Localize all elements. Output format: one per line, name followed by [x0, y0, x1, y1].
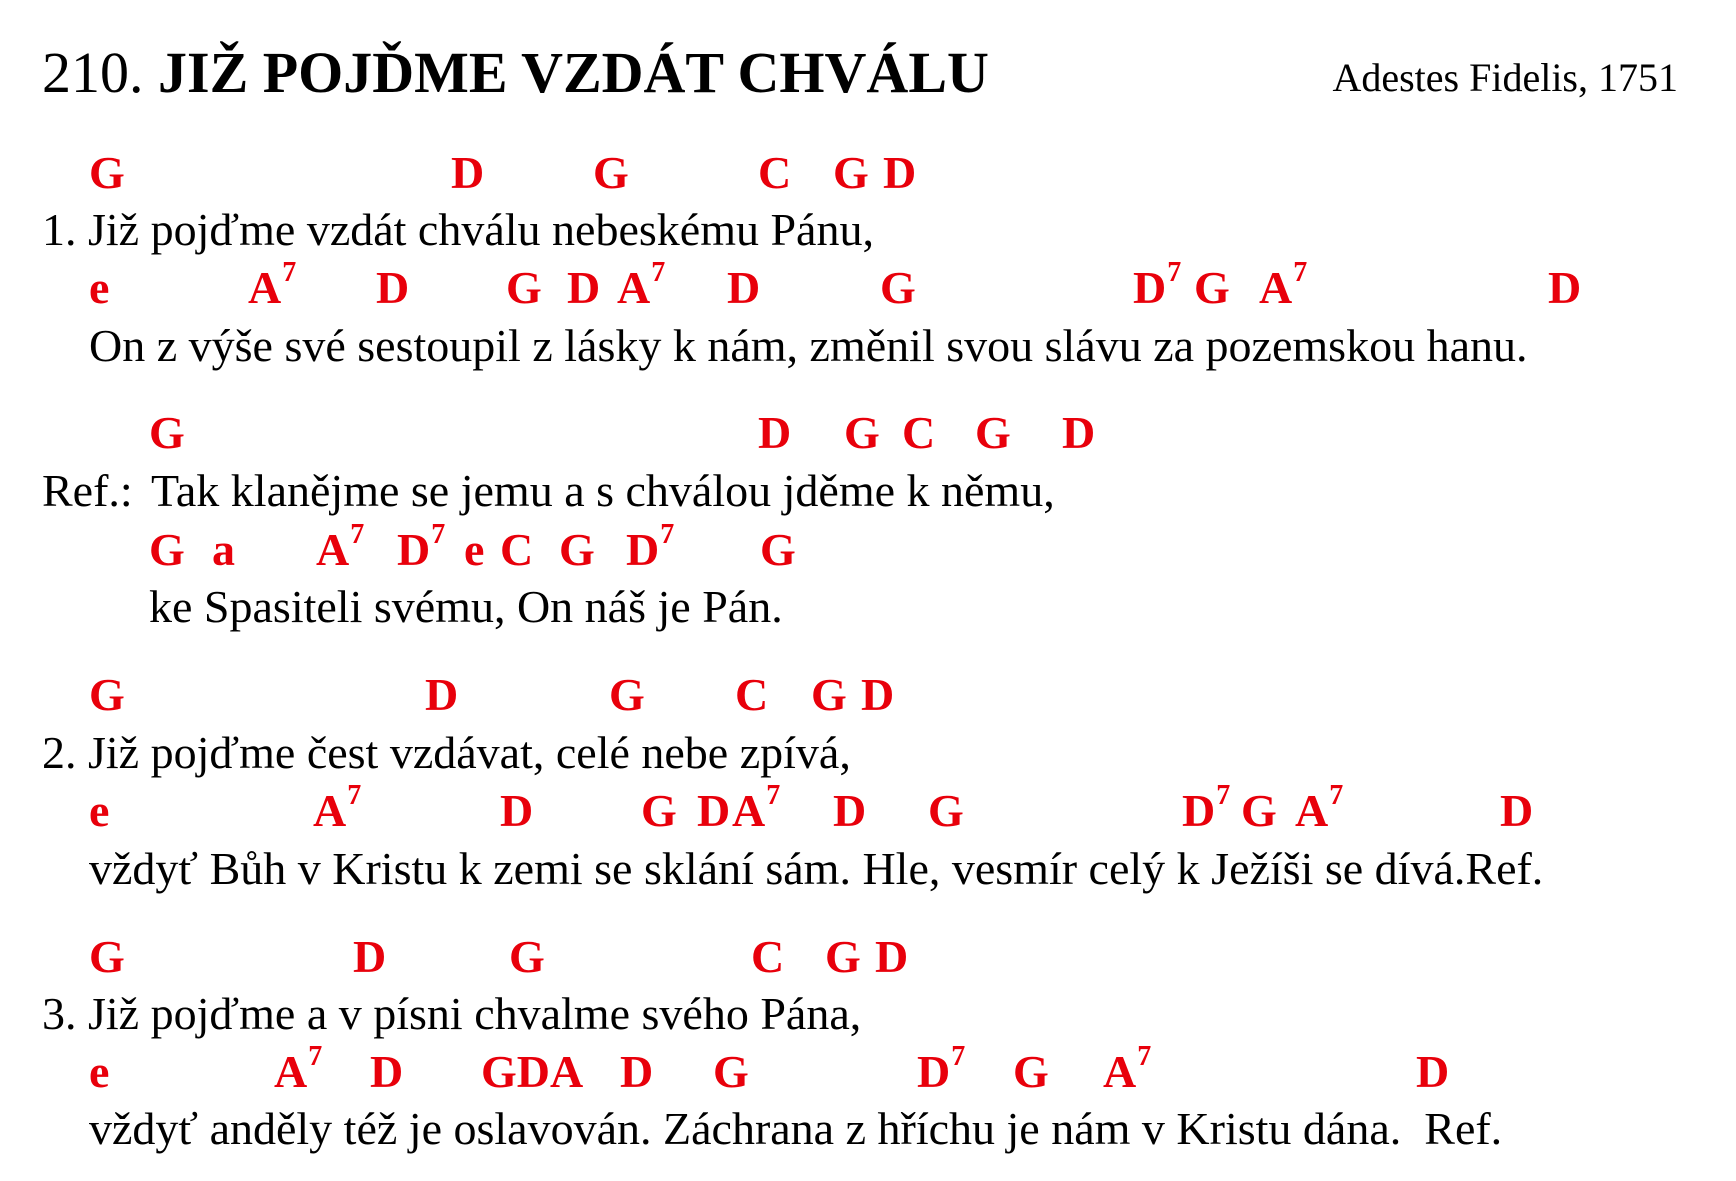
chord-root: G: [713, 1046, 749, 1097]
chord: [89, 1046, 110, 1097]
chord-root: A: [1103, 1046, 1137, 1097]
chord: [1133, 257, 1182, 313]
chord: [620, 1046, 654, 1097]
chord-root: G: [811, 669, 847, 720]
chord: [928, 785, 964, 836]
chord: [917, 1041, 966, 1097]
chord: [833, 147, 869, 198]
chord: [89, 147, 125, 198]
lyric-line: 3. Již pojďme a v písni chvalme svého Pána,: [42, 988, 862, 1039]
chord: [149, 524, 185, 575]
chord-root: D: [875, 931, 909, 982]
chord-root: D: [1062, 407, 1096, 458]
chord: [758, 147, 792, 198]
chord-extension: 7: [1216, 780, 1231, 811]
chord-root: G: [641, 785, 677, 836]
chord: [760, 524, 796, 575]
chord-root: D: [451, 147, 485, 198]
chord-root: G: [880, 262, 916, 313]
chord-root: e: [89, 785, 110, 836]
chord: [89, 669, 125, 720]
chord: [626, 519, 675, 575]
chord: [593, 147, 629, 198]
chord-root: D: [861, 669, 895, 720]
chord-root: A: [617, 262, 651, 313]
chord-extension: 7: [308, 1041, 323, 1072]
chord-root: G: [975, 407, 1011, 458]
chord: [1182, 780, 1231, 836]
chord-root: G: [509, 931, 545, 982]
chord: [89, 785, 110, 836]
chord: [641, 785, 677, 836]
chord: [506, 262, 542, 313]
chord-extension: 7: [282, 257, 297, 288]
chord: [617, 257, 666, 313]
chord: [248, 257, 297, 313]
chord: [844, 407, 880, 458]
chord-root: A: [248, 262, 282, 313]
chord: [883, 147, 917, 198]
chord-root: D: [376, 262, 410, 313]
chord-root: D: [917, 1046, 951, 1097]
lyric-line: 2. Již pojďme čest vzdávat, celé nebe zpívá,: [42, 727, 851, 778]
chord-root: A: [316, 524, 350, 575]
chord: [1062, 407, 1096, 458]
chord: [751, 931, 785, 982]
chord: [902, 407, 936, 458]
chord: [149, 407, 185, 458]
chord: [1103, 1041, 1152, 1097]
chord-root: G: [89, 147, 125, 198]
chord-extension: 7: [1137, 1041, 1152, 1072]
chord-root: a: [212, 524, 235, 575]
chord: [451, 147, 485, 198]
chord-root: D: [626, 524, 660, 575]
lyric-line: vždyť Bůh v Kristu k zemi se sklání sám. Hle, vesmír celý k Ježíši se dívá.Ref.: [89, 843, 1544, 894]
chord: [509, 931, 545, 982]
chord: [1259, 257, 1308, 313]
chord-root: D: [1548, 262, 1582, 313]
chord: [397, 519, 446, 575]
chord: [559, 524, 595, 575]
chord-root: A: [732, 785, 766, 836]
chord-extension: 7: [1167, 257, 1182, 288]
chord-root: C: [758, 147, 792, 198]
chord-root: e: [89, 1046, 110, 1097]
chord-root: D: [567, 262, 601, 313]
chord: [880, 262, 916, 313]
chord-extension: 7: [766, 780, 781, 811]
chord-extension: 7: [1329, 780, 1344, 811]
chord: [833, 785, 867, 836]
chord: [370, 1046, 404, 1097]
song-name: JIŽ POJĎME VZDÁT CHVÁLU: [158, 40, 989, 105]
chord-root: GDA: [481, 1046, 584, 1097]
chord: [425, 669, 459, 720]
chord: [353, 931, 387, 982]
chord: [811, 669, 847, 720]
chord: [1295, 780, 1344, 836]
refrain-label: Ref.:: [42, 465, 133, 516]
chord: [1241, 785, 1277, 836]
chord-root: D: [758, 407, 792, 458]
chord: [500, 524, 534, 575]
chord-root: G: [559, 524, 595, 575]
chord: [875, 931, 909, 982]
lyric-line: On z výše své sestoupil z lásky k nám, změnil svou slávu za pozemskou hanu.: [89, 320, 1528, 371]
lyric-line: vždyť anděly též je oslavován. Záchrana z hříchu je nám v Kristu dána. Ref.: [89, 1103, 1503, 1154]
chord-root: G: [760, 524, 796, 575]
chord: [1548, 262, 1582, 313]
chord-extension: 7: [951, 1041, 966, 1072]
chord: [732, 780, 781, 836]
chord: [89, 931, 125, 982]
chord-root: G: [844, 407, 880, 458]
chord-root: D: [397, 524, 431, 575]
chord-root: C: [751, 931, 785, 982]
chord-root: A: [313, 785, 347, 836]
chord-root: G: [149, 407, 185, 458]
chord-root: C: [500, 524, 534, 575]
chord: [697, 785, 731, 836]
chord: [1013, 1046, 1049, 1097]
chord: [313, 780, 362, 836]
chord-root: G: [825, 931, 861, 982]
chord-root: D: [500, 785, 534, 836]
chord-root: G: [593, 147, 629, 198]
chord-root: D: [883, 147, 917, 198]
chord: [274, 1041, 323, 1097]
chord-root: A: [1259, 262, 1293, 313]
chord: [212, 524, 235, 575]
chord-extension: 7: [431, 519, 446, 550]
chord: [861, 669, 895, 720]
chord-root: D: [1182, 785, 1216, 836]
chord-root: C: [902, 407, 936, 458]
chord-extension: 7: [1293, 257, 1308, 288]
chord-extension: 7: [347, 780, 362, 811]
chord-root: G: [1241, 785, 1277, 836]
chord-root: D: [833, 785, 867, 836]
chord-root: D: [1133, 262, 1167, 313]
chord-root: G: [1194, 262, 1230, 313]
lyric-line: ke Spasiteli svému, On náš je Pán.: [149, 581, 783, 632]
chord: [975, 407, 1011, 458]
chord-root: G: [609, 669, 645, 720]
chord: [1194, 262, 1230, 313]
chord-root: G: [1013, 1046, 1049, 1097]
chord: [89, 262, 110, 313]
chord-root: D: [425, 669, 459, 720]
chord: [500, 785, 534, 836]
chord-extension: 7: [651, 257, 666, 288]
song-title: [42, 40, 989, 105]
song-credit: Adestes Fidelis, 1751: [1332, 55, 1678, 100]
chord-root: e: [464, 524, 485, 575]
chord: [316, 519, 365, 575]
chord: [825, 931, 861, 982]
chord: [481, 1046, 584, 1097]
chord-root: D: [370, 1046, 404, 1097]
chord-root: G: [89, 931, 125, 982]
chord: [1416, 1046, 1450, 1097]
chord-root: A: [1295, 785, 1329, 836]
chord: [376, 262, 410, 313]
chord-root: G: [833, 147, 869, 198]
song-number: 210.: [42, 40, 144, 105]
chord-root: D: [727, 262, 761, 313]
chord-root: A: [274, 1046, 308, 1097]
chord: [609, 669, 645, 720]
lyric-line: Tak klanějme se jemu a s chválou jděme k němu,: [151, 465, 1055, 516]
chord-extension: 7: [660, 519, 675, 550]
chord-root: G: [506, 262, 542, 313]
chord-extension: 7: [350, 519, 365, 550]
chord: [758, 407, 792, 458]
chord-root: D: [620, 1046, 654, 1097]
chord: [735, 669, 769, 720]
chord-root: C: [735, 669, 769, 720]
chord-root: G: [149, 524, 185, 575]
chord-root: G: [89, 669, 125, 720]
chord: [567, 262, 601, 313]
chord: [464, 524, 485, 575]
chord-root: e: [89, 262, 110, 313]
lyric-line: 1. Již pojďme vzdát chválu nebeskému Pánu,: [42, 204, 874, 255]
chord: [1500, 785, 1534, 836]
chord-root: D: [697, 785, 731, 836]
chord-root: G: [928, 785, 964, 836]
chord-root: D: [353, 931, 387, 982]
chord: [727, 262, 761, 313]
chord-root: D: [1500, 785, 1534, 836]
chord-root: D: [1416, 1046, 1450, 1097]
chord: [713, 1046, 749, 1097]
